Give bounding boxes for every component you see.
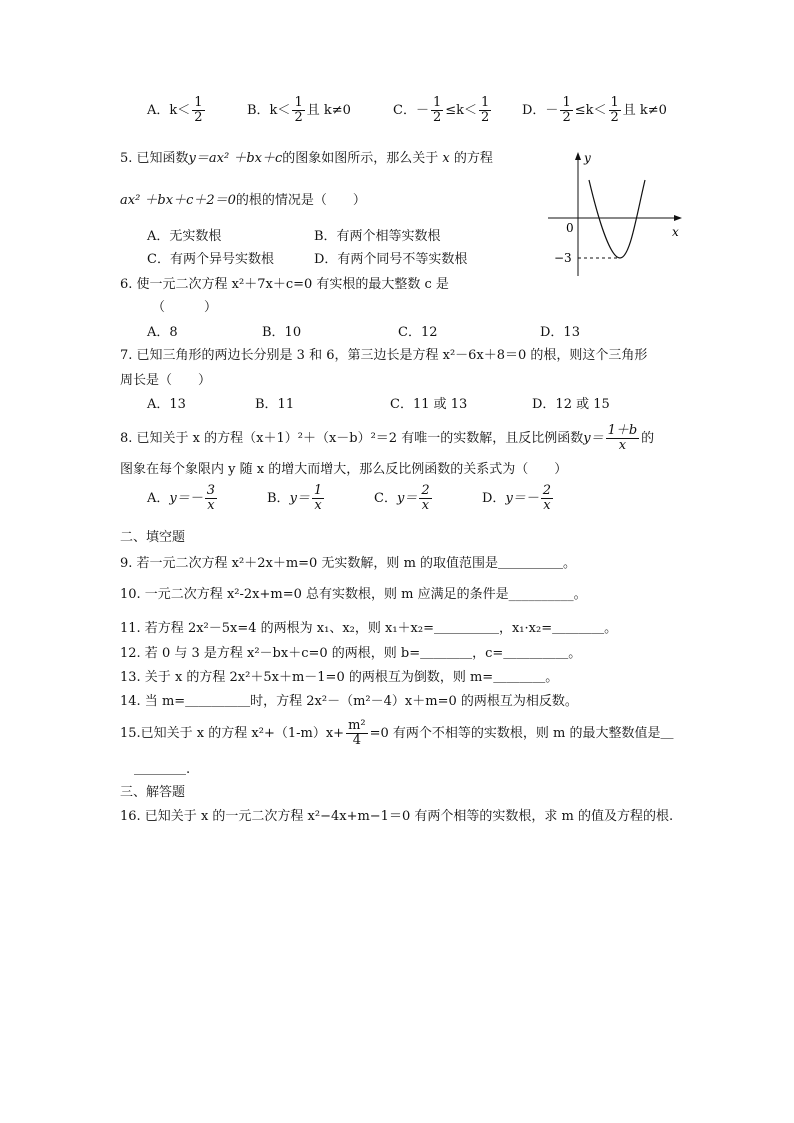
q7-text-2: 周长是（ ） bbox=[120, 373, 212, 388]
y-label: y bbox=[584, 151, 591, 165]
q5-line2: ax² ＋bx＋c＋2＝0的根的情况是（ ） bbox=[120, 193, 366, 208]
q5-option-b: B．有两个相等实数根 bbox=[314, 229, 441, 244]
q4-option-b: B．k＜ $\frac{1}{2}$ 且 k≠0 bbox=[247, 95, 351, 125]
q8-option-c: C．y＝ $\frac{2}{x}$ bbox=[374, 483, 430, 513]
q8-text-2: 图象在每个象限内 y 随 x 的增大而增大，那么反比例函数的关系式为（ ） bbox=[120, 462, 568, 477]
q13-text: 13. 关于 x 的方程 2x²＋5x＋m－1=0 的两根互为倒数，则 m=＿＿＿＿。 bbox=[120, 670, 559, 685]
q8-option-a: A．y＝－ $\frac{3}{x}$ bbox=[147, 483, 216, 513]
q8-option-d: D．y＝－ $\frac{2}{x}$ bbox=[482, 483, 552, 513]
q5-option-a: A．无实数根 bbox=[147, 229, 222, 244]
q15-text: 15.已知关于 x 的方程 x²+（1-m）x+ $\frac{\text{m²}}{4}$ =0 有两个不相等的实数根，则 m 的最大整数值是＿ bbox=[120, 718, 674, 748]
q4-option-a: A．k＜ $\frac{1}{2}$ bbox=[147, 95, 203, 125]
q10-text: 10. 一元二次方程 x²-2x+m=0 总有实数根，则 m 应满足的条件是__________。 bbox=[120, 587, 587, 602]
q5-option-c: C．有两个异号实数根 bbox=[147, 252, 274, 267]
section-3-heading: 三、解答题 bbox=[120, 785, 186, 800]
y-axis-arrow bbox=[575, 152, 581, 160]
q6-option-c: C．12 bbox=[398, 325, 438, 340]
q5-option-d: D．有两个同号不等实数根 bbox=[314, 252, 468, 267]
q9-text: 9. 若一元二次方程 x²＋2x＋m=0 无实数解，则 m 的取值范围是＿＿＿＿＿。 bbox=[120, 556, 577, 571]
q4-option-d: D．－ $\frac{1}{2}$ ≤k＜ $\frac{1}{2}$ 且 k≠0 bbox=[522, 95, 667, 125]
q6-text: 6. 使一元二次方程 x²＋7x＋c=0 有实根的最大整数 c 是 bbox=[120, 277, 449, 292]
q7-option-a: A．13 bbox=[147, 397, 186, 412]
x-label: x bbox=[672, 225, 679, 239]
q12-text: 12. 若 0 与 3 是方程 x²－bx＋c=0 的两根，则 b=＿＿＿＿，c=＿＿＿＿＿。 bbox=[120, 646, 582, 661]
q7-text-1: 7. 已知三角形的两边长分别是 3 和 6，第三边长是方程 x²－6x＋8＝0 的根，则这个三角形 bbox=[120, 348, 648, 363]
q11-text: 11. 若方程 2x²－5x=4 的两根为 x₁、x₂，则 x₁＋x₂=＿＿＿＿＿，x₁·x₂=＿＿＿＿。 bbox=[120, 621, 618, 636]
origin-label: 0 bbox=[566, 221, 574, 235]
q8-text-1: 8. 已知关于 x 的方程（x＋1）²＋（x－b）²＝2 有唯一的实数解，且反比例函数y＝ $\frac{1+b}{x}$ 的 bbox=[120, 423, 655, 453]
parabola-graph bbox=[548, 148, 688, 280]
q6-option-b: B．10 bbox=[262, 325, 302, 340]
q6-paren: （ ） bbox=[152, 300, 218, 315]
q14-text: 14. 当 m=＿＿＿＿＿时，方程 2x²－（m²－4）x＋m=0 的两根互为相反数。 bbox=[120, 694, 578, 709]
q5-line1: 5. 已知函数y＝ax² ＋bx＋c的图象如图所示，那么关于 x 的方程 bbox=[120, 151, 493, 166]
q15-blank-continuation: ＿＿＿＿. bbox=[134, 762, 191, 777]
x-axis-arrow bbox=[674, 215, 682, 221]
section-2-heading: 二、填空题 bbox=[120, 530, 186, 545]
q6-option-d: D．13 bbox=[540, 325, 580, 340]
minus-three-label: −3 bbox=[554, 251, 572, 265]
q8-option-b: B．y＝ $\frac{1}{x}$ bbox=[267, 483, 323, 513]
q16-text: 16. 已知关于 x 的一元二次方程 x²−4x+m−1＝0 有两个相等的实数根，求 m 的值及方程的根. bbox=[120, 809, 674, 824]
q6-option-a: A．8 bbox=[147, 325, 178, 340]
q7-option-d: D．12 或 15 bbox=[532, 397, 610, 412]
q7-option-b: B．11 bbox=[255, 397, 295, 412]
parabola-curve bbox=[589, 180, 645, 258]
q4-option-c: C．－ $\frac{1}{2}$ ≤k＜ $\frac{1}{2}$ bbox=[393, 95, 490, 125]
q7-option-c: C．11 或 13 bbox=[390, 397, 468, 412]
